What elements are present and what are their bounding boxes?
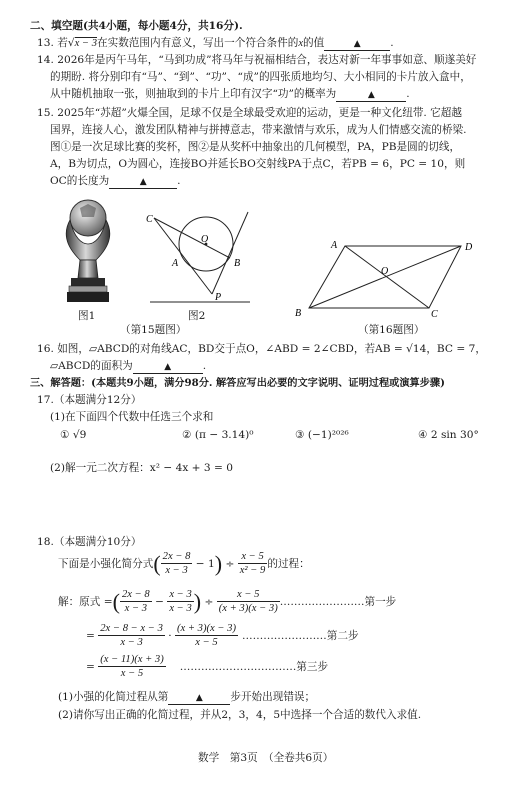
numerator: 2x − 8	[121, 589, 150, 600]
numerator: x − 5	[238, 550, 268, 564]
numerator: (x + 3)(x − 3)	[177, 623, 237, 634]
denominator: x − 3	[165, 565, 188, 576]
q18-intro: 下面是小强化简分式 ( $\frac{2x - 8}{x - 3}$ − 1 ) ÷ $\frac{x - 5}{\text{x² − 9}}$ 的过程：	[58, 550, 310, 576]
q18-step2: = $\frac{2x - 8 - x - 3}{x - 3}$ · $\frac{(x + 3)(x - 3)}{x - 5}$ ……………………第二步	[86, 623, 359, 648]
step-2-label: ……………………第二步	[242, 630, 359, 642]
q13-text2: 的值	[303, 37, 325, 49]
numerator: 2x − 8 − x − 3	[100, 623, 163, 634]
label-b16: B	[295, 308, 302, 319]
q18-intro-text: 下面是小强化简分式	[58, 558, 154, 570]
q14-text: 从中随机抽取一张，则抽取到的卡片上印有汉字“功”的概率为	[50, 88, 337, 100]
question-17-part1: (1)在下面四个代数中任选三个求和	[50, 411, 214, 423]
label-c16: C	[431, 309, 438, 320]
question-16-line1: 16. 如图，▱ABCD的对角线AC，BD交于点O，∠ABD = 2∠CBD，若AB = √14，BC = 7，	[37, 343, 486, 355]
triangle-mark-icon: ▲	[195, 693, 203, 703]
question-15-line1: 15. 2025年“苏超”火爆全国，足球不仅是全球最受欢迎的运动，更是一种文化纽带. 它超越	[37, 107, 462, 119]
step-3-label: ……………………………第三步	[179, 661, 329, 673]
label-o16: O	[381, 266, 389, 277]
q13-prefix: 13. 若	[37, 37, 68, 49]
q18-part2: (2)请你写出正确的化简过程，并从2，3，4，5中选择一个合适的数代入求值.	[58, 709, 422, 721]
triangle-mark-icon: ▲	[367, 90, 375, 100]
solution-label: 解：原式 =	[58, 596, 113, 608]
trophy-figure	[58, 198, 118, 306]
q13-var: x	[298, 38, 304, 49]
numerator: (x − 11)(x + 3)	[100, 654, 164, 665]
label-a: A	[172, 258, 179, 269]
question-18-head: 18.（本题满分10分）	[37, 536, 142, 548]
fraction	[161, 550, 193, 577]
fig1-caption: 图1	[78, 310, 96, 322]
option-4: ④ 2 sin 30°	[418, 429, 479, 441]
q18-part1	[58, 690, 315, 705]
answer-blank-14[interactable]	[336, 88, 406, 102]
answer-blank-18[interactable]	[168, 691, 230, 705]
answer-blank-16[interactable]	[133, 360, 203, 374]
question-15-line4: A，B为切点，O为圆心，连接BO并延长BO交射线PA于点C，若PB = 6，PC = 10，则	[50, 158, 466, 170]
parallelogram-figure	[285, 238, 485, 322]
option-3: ③ (−1)²⁰²⁶	[295, 429, 349, 441]
fraction	[217, 588, 280, 615]
question-15-line2: 国界，连接人心，激发团队精神与拼搏意志，带来激情与欢乐，成为人们情感交流的桥梁.	[50, 124, 467, 136]
fraction	[98, 653, 166, 680]
denominator: x − 5	[120, 668, 144, 679]
label-d16: D	[465, 242, 473, 253]
q15-text: OC的长度为	[50, 175, 110, 187]
page-footer: 数学 第3页 （全卷共6页）	[198, 752, 334, 764]
label-b: B	[234, 258, 241, 269]
fraction	[167, 588, 193, 615]
section-title-answer: 三、解答题：(本题共9小题，满分98分. 解答应写出必要的文字说明、证明过程或演算步骤)	[30, 377, 445, 389]
denominator: x − 3	[124, 603, 148, 614]
fraction	[120, 588, 152, 615]
question-15-line3: 图①是一次足球比赛的奖杯，图②是从奖杯中抽象出的几何模型，PA，PB是圆的切线，	[50, 141, 461, 153]
option-1: ① √9	[60, 429, 87, 441]
question-14-line2: 的期盼. 将分别印有“马”、“到”、“功”、“成”的四张质地均匀、大小相同的卡片放入盒中，	[50, 71, 471, 83]
q14-end: .	[406, 88, 410, 100]
question-16-line2	[50, 359, 206, 374]
label-a16: A	[331, 240, 338, 251]
q18-part1-text2: 步开始出现错误；	[230, 691, 316, 703]
question-13	[37, 36, 394, 51]
denominator: x − 3	[120, 637, 143, 648]
q18-intro-text2: 的过程：	[267, 558, 310, 570]
sqrt-symbol: √	[67, 37, 75, 49]
step-1-label: ……………………第一步	[279, 596, 397, 608]
denominator: x² − 9	[239, 565, 266, 576]
numerator: 2x − 8	[162, 551, 191, 562]
q15-end: .	[177, 175, 181, 187]
answer-blank-13[interactable]	[324, 37, 390, 51]
triangle-mark-icon: ▲	[164, 362, 172, 372]
q18-part1-text: (1)小强的化简过程从第	[58, 691, 169, 703]
q13-text: 在实数范围内有意义，写出一个符合条件的	[97, 37, 299, 49]
fraction	[98, 622, 165, 649]
q18-step1: 解：原式 = ( $\frac{2x - 8}{x - 3}$ − $\frac{x - 3}{x - 3}$ ) ÷ $\frac{x - 5}{(x + 3)(x - 3)}$ ……………………第一步	[58, 588, 397, 614]
q13-radicand: x − 3	[74, 38, 98, 49]
numerator: x − 5	[217, 588, 280, 602]
denominator: x − 5	[195, 637, 218, 648]
q18-step3: = $\frac{(x - 11)(x + 3)}{x - 5}$ ……………………………第三步	[86, 654, 329, 679]
question-17-part2: (2)解一元二次方程：x² − 4x + 3 = 0	[50, 462, 234, 474]
question-14-line1: 14. 2026年是丙午马年，“马到功成”将马年与祝福相结合，表达对新一年事事如意、顺遂美好	[37, 54, 477, 66]
triangle-mark-icon: ▲	[353, 39, 361, 49]
question-15-line5	[50, 174, 181, 189]
q16-end: .	[202, 360, 207, 372]
q13-end: .	[390, 37, 394, 49]
label-o: O	[201, 234, 209, 245]
denominator: (x + 3)(x − 3)	[218, 603, 278, 614]
denominator: x − 3	[169, 603, 192, 614]
option-2: ② (π − 3.14)⁰	[182, 429, 254, 441]
section-title-fill-blank: 二、填空题(共4小题，每小题4分，共16分).	[30, 20, 243, 32]
question-14-line3	[50, 87, 410, 102]
numerator: x − 3	[169, 589, 192, 600]
circle-tangent-figure	[138, 208, 258, 312]
answer-blank-15[interactable]	[109, 175, 177, 189]
fraction	[175, 622, 238, 649]
label-c: C	[146, 214, 153, 225]
label-p: P	[215, 292, 222, 303]
fig2-caption: 图2	[188, 310, 206, 322]
q16-text: ▱ABCD的面积为	[50, 360, 133, 372]
fraction	[238, 550, 268, 577]
triangle-mark-icon: ▲	[139, 177, 147, 187]
fig15-caption: （第15题图）	[120, 324, 187, 336]
question-17-head: 17.（本题满分12分）	[37, 394, 142, 406]
fig16-caption: （第16题图）	[358, 324, 425, 336]
